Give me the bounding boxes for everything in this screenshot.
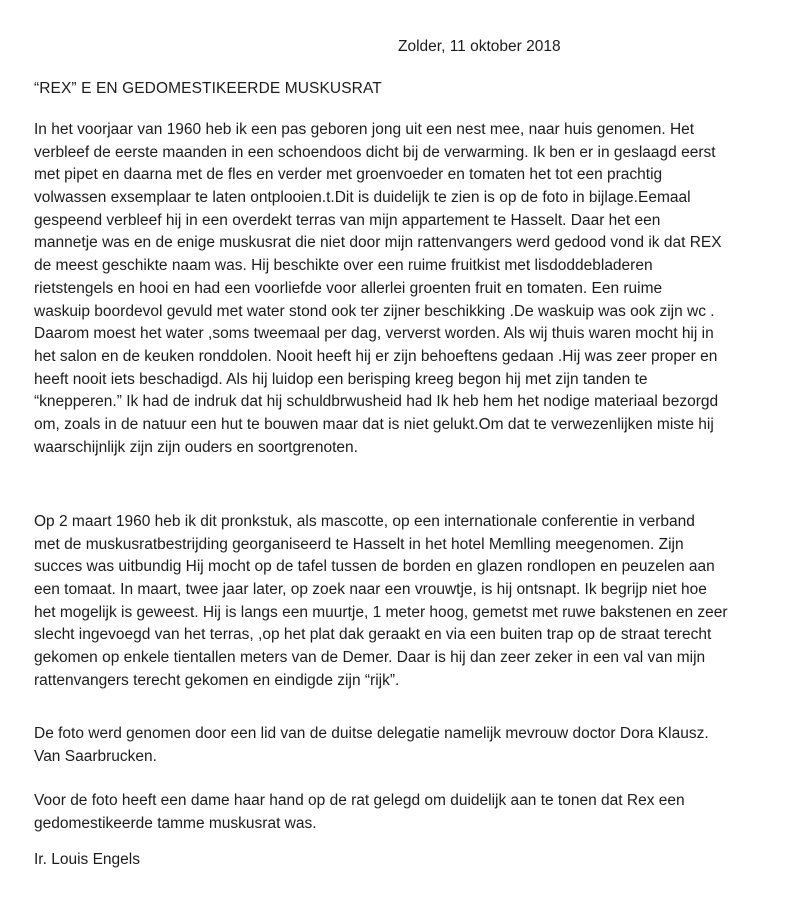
text-line: waarschijnlijk zijn zijn ouders en soortgrenoten. — [34, 438, 358, 456]
text-line: de meest geschikte naam was. Hij beschikte over een ruime fruitkist met lisdoddebladeren — [34, 257, 653, 275]
text-line: gedomestikeerde tamme muskusrat was. — [34, 814, 317, 832]
text-line: mannetje was en de enige muskusrat die niet door mijn rattenvangers werd gedood vond ik dat REX — [34, 234, 722, 252]
text-line: volwassen exsemplaar te laten ontplooien.t.Dit is duidelijk te zien is op de foto in bijlage.Eemaal — [34, 189, 691, 207]
text-line: Voor de foto heeft een dame haar hand op de rat gelegd om duidelijk aan te tonen dat Rex een — [34, 792, 685, 809]
text-line: In het voorjaar van 1960 heb ik een pas geboren jong uit een nest mee, naar huis genomen. Het — [34, 121, 695, 138]
text-line: Op 2 maart 1960 heb ik dit pronkstuk, als mascotte, op een internationale conferentie in verband — [34, 513, 695, 530]
text-line: met de muskusratbestrijding georganiseerd te Hasselt in het hotel Memlling meegenomen. Zijn — [34, 535, 684, 553]
text-line: gespeend verbleef hij in een overdekt terras van mijn appartement te Hasselt. Daar het een — [34, 211, 661, 229]
text-line: met pipet en daarna met de fles en verder met groenvoeder en tomaten het tot een prachtig — [34, 166, 663, 184]
date-line: Zolder, 11 oktober 2018 — [398, 38, 561, 55]
text-line: waskuip boordevol gevuld met water stond ook ter zijner beschikking .De waskuip was ook zijn wc . — [34, 302, 715, 320]
paragraph-4 — [34, 790, 685, 835]
paragraph-1 — [34, 119, 722, 459]
text-line: succes was uitbundig Hij mocht op de tafel tussen de borden en glazen rondlopen en peuzelen aan — [34, 558, 715, 576]
letter-title: “REX” E EN GEDOMESTIKEERDE MUSKUSRAT — [34, 80, 382, 97]
text-line: “knepperen.” Ik had de indruk dat hij schuldbrwusheid had Ik heb hem het nodige materiaal bezorgd — [34, 393, 719, 411]
text-line: om, zoals in de natuur een hut te bouwen maar dat is niet gelukt.Om dat te verwezenlijken miste hij — [34, 415, 714, 433]
text-line: slecht ingevoegd van het terras, ,op het plat dak geraakt en via een buiten trap op de straat terecht — [34, 626, 712, 644]
text-line: rattenvangers terecht gekomen en eindigde zijn “rijk”. — [34, 671, 400, 689]
text-line: verbleef de eerste maanden in een schoendoos dicht bij de verwarming. Ik ben er in geslaagd eerst — [34, 143, 716, 161]
text-line: Van Saarbrucken. — [34, 747, 157, 765]
text-line: Daarom moest het water ,soms tweemaal per dag, ververst worden. Als wij thuis waren mocht hij in — [34, 325, 714, 343]
text-line: rietstengels en hooi en had een voorliefde voor allerlei groenten fruit en tomaten. Een ruime — [34, 279, 663, 297]
text-line: gekomen op enkele tientallen meters van de Demer. Daar is hij dan zeer zeker in een val van mijn — [34, 649, 706, 667]
text-line: het mogelijk is geweest. Hij is langs een muurtje, 1 meter hoog, gemetst met ruwe bakstenen en zeer — [34, 603, 728, 621]
signature: Ir. Louis Engels — [34, 851, 140, 868]
text-line: het salon en de keuken ronddolen. Nooit heeft hij er zijn behoeftens gedaan .Hij was zeer proper en — [34, 347, 718, 365]
text-line: een tomaat. In maart, twee jaar later, op zoek naar een vrouwtje, is hij ontsnapt. Ik begrijp niet hoe — [34, 581, 707, 599]
text-line: De foto werd genomen door een lid van de duitse delegatie namelijk mevrouw doctor Dora Klausz. — [34, 725, 709, 742]
paragraph-3 — [34, 723, 709, 768]
paragraph-2 — [34, 511, 728, 693]
text-line: heeft nooit iets beschadigd. Als hij luidop een berisping kreeg begon hij met zijn tanden te — [34, 370, 648, 388]
